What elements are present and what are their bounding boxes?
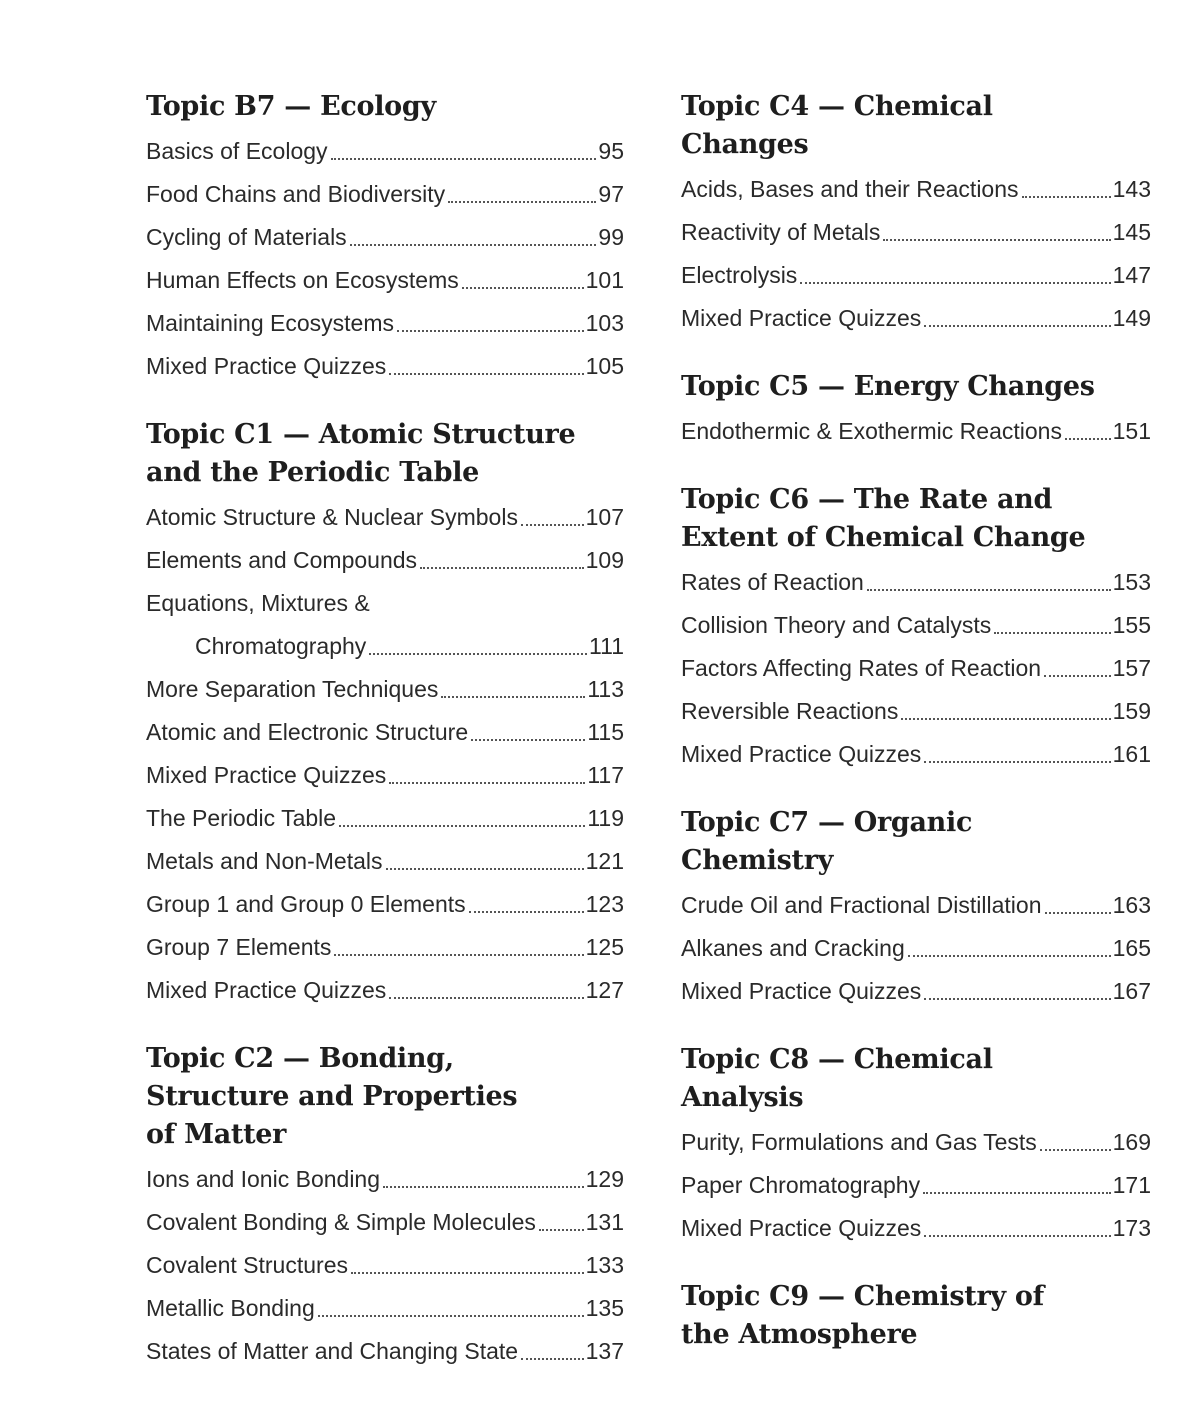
entry-title: Purity, Formulations and Gas Tests (681, 1129, 1037, 1155)
dot-leader (901, 718, 1110, 720)
page-number: 125 (585, 934, 624, 960)
toc-entry[interactable] (146, 969, 624, 1012)
dot-leader (923, 1192, 1111, 1194)
page-number: 133 (585, 1252, 624, 1278)
topic-heading-line: Structure and Properties (146, 1081, 518, 1112)
dot-leader (389, 373, 583, 375)
topic-heading-line: Analysis (681, 1082, 804, 1113)
toc-topic (146, 1040, 624, 1373)
page-number: 163 (1112, 892, 1151, 918)
entry-title: Electrolysis (681, 262, 798, 288)
page-number: 157 (1112, 655, 1151, 681)
entry-title: Atomic and Electronic Structure (146, 719, 469, 745)
toc-entry[interactable] (146, 1201, 624, 1244)
entry-title: Paper Chromatography (681, 1172, 921, 1198)
topic-heading (681, 88, 1151, 164)
topic-heading-line: Topic C5 — Energy Changes (681, 371, 1095, 402)
topic-heading-line: Chemistry (681, 845, 834, 876)
page-number: 173 (1112, 1215, 1151, 1241)
dot-leader (994, 632, 1110, 634)
toc-entry[interactable] (146, 130, 624, 173)
entry-title: Mixed Practice Quizzes (146, 762, 387, 788)
page-number: 119 (587, 805, 624, 831)
dot-leader (521, 1358, 584, 1360)
dot-leader (908, 955, 1111, 957)
topic-heading-line: Topic C4 — Chemical (681, 91, 993, 122)
toc-entry[interactable] (681, 884, 1151, 927)
page-number: 117 (587, 762, 624, 788)
toc-topic (681, 1278, 1151, 1354)
topic-heading-line: and the Periodic Table (146, 457, 480, 488)
page-number: 171 (1112, 1172, 1151, 1198)
page-number: 103 (585, 310, 624, 336)
page-number: 145 (1112, 219, 1151, 245)
entry-title: Mixed Practice Quizzes (681, 741, 922, 767)
page-number: 169 (1112, 1129, 1151, 1155)
toc-entry[interactable] (146, 539, 624, 582)
entry-title: Atomic Structure & Nuclear Symbols (146, 504, 518, 530)
topic-heading-line: the Atmosphere (681, 1319, 918, 1350)
page-number: 97 (598, 181, 624, 207)
topic-heading (681, 1041, 1151, 1117)
toc-entry[interactable] (146, 840, 624, 883)
dot-leader (521, 524, 584, 526)
dot-leader (386, 868, 584, 870)
dot-leader (397, 330, 584, 332)
entry-title: Reversible Reactions (681, 698, 899, 724)
topic-heading-line: of Matter (146, 1119, 287, 1150)
topic-heading (681, 368, 1151, 406)
page-number: 135 (585, 1295, 624, 1321)
dot-leader (924, 1235, 1110, 1237)
entry-title: States of Matter and Changing State (146, 1338, 519, 1364)
toc-column-left (146, 88, 624, 1401)
entry-title: Collision Theory and Catalysts (681, 612, 992, 638)
entry-title: Group 1 and Group 0 Elements (146, 891, 466, 917)
toc-entry[interactable] (681, 1164, 1151, 1207)
toc-entry[interactable] (146, 754, 624, 797)
toc-entry[interactable] (681, 168, 1151, 211)
page-number: 147 (1112, 262, 1151, 288)
entry-title: Mixed Practice Quizzes (681, 305, 922, 331)
toc-entry[interactable] (681, 647, 1151, 690)
toc-topic (681, 804, 1151, 1013)
toc-entry[interactable] (146, 173, 624, 216)
toc-column-right (681, 88, 1151, 1382)
toc-entry[interactable] (681, 604, 1151, 647)
toc-topic (146, 88, 624, 388)
dot-leader (924, 761, 1110, 763)
dot-leader (883, 239, 1110, 241)
toc-topic (681, 481, 1151, 776)
dot-leader (1022, 196, 1111, 198)
toc-entry[interactable] (146, 1287, 624, 1330)
dot-leader (441, 696, 585, 698)
dot-leader (462, 287, 584, 289)
page-number: 161 (1112, 741, 1151, 767)
toc-entry[interactable] (681, 970, 1151, 1013)
topic-heading-line: Topic C2 — Bonding, (146, 1043, 454, 1074)
dot-leader (383, 1186, 584, 1188)
entry-title: Group 7 Elements (146, 934, 332, 960)
topic-heading (681, 804, 1151, 880)
entry-title: Elements and Compounds (146, 547, 418, 573)
toc-entry[interactable] (681, 1121, 1151, 1164)
toc-entry[interactable] (146, 259, 624, 302)
toc-topic (681, 88, 1151, 340)
entry-title: Basics of Ecology (146, 138, 328, 164)
dot-leader (924, 325, 1110, 327)
entry-title: Alkanes and Cracking (681, 935, 905, 961)
topic-heading-line: Topic C6 — The Rate and (681, 484, 1053, 515)
dot-leader (389, 782, 585, 784)
entry-title: Reactivity of Metals (681, 219, 881, 245)
toc-entry[interactable] (146, 216, 624, 259)
topic-heading-line: Topic C1 — Atomic Structure (146, 419, 576, 450)
toc-entry[interactable] (146, 926, 624, 969)
toc-entry[interactable] (146, 496, 624, 539)
dot-leader (420, 567, 584, 569)
topic-heading-line: Topic C7 — Organic (681, 807, 973, 838)
page-number: 113 (587, 676, 624, 702)
dot-leader (924, 998, 1110, 1000)
dot-leader (448, 201, 596, 203)
toc-entry[interactable] (146, 1158, 624, 1201)
entry-title: Crude Oil and Fractional Distillation (681, 892, 1042, 918)
dot-leader (389, 997, 583, 999)
toc-entry[interactable] (681, 927, 1151, 970)
toc-entry[interactable] (146, 1244, 624, 1287)
topic-heading (681, 481, 1151, 557)
entry-title: Covalent Structures (146, 1252, 348, 1278)
toc-entry[interactable] (146, 1330, 624, 1373)
dot-leader (539, 1229, 584, 1231)
page-number: 115 (587, 719, 624, 745)
entry-title: Equations, Mixtures & (146, 590, 370, 616)
toc-entry[interactable] (681, 254, 1151, 297)
dot-leader (471, 739, 585, 741)
dot-leader (339, 825, 585, 827)
toc-entry[interactable] (146, 625, 624, 668)
toc-topic (681, 368, 1151, 453)
entry-title: More Separation Techniques (146, 676, 439, 702)
toc-entry[interactable] (681, 690, 1151, 733)
entry-title: Mixed Practice Quizzes (146, 977, 387, 1003)
dot-leader (334, 954, 583, 956)
page-number: 107 (585, 504, 624, 530)
topic-heading (146, 88, 624, 126)
toc-entry[interactable] (146, 711, 624, 754)
entry-title: The Periodic Table (146, 805, 337, 831)
page-number: 127 (585, 977, 624, 1003)
topic-heading (146, 416, 624, 492)
toc-entry-line[interactable] (146, 582, 624, 625)
toc-topic (681, 1041, 1151, 1250)
dot-leader (331, 158, 597, 160)
page-number: 153 (1112, 569, 1151, 595)
entry-title: Endothermic & Exothermic Reactions (681, 418, 1062, 444)
dot-leader (1065, 438, 1111, 440)
entry-title: Rates of Reaction (681, 569, 864, 595)
topic-heading-line: Topic C9 — Chemistry of (681, 1281, 1044, 1312)
topic-heading-line: Extent of Chemical Change (681, 522, 1086, 553)
dot-leader (1045, 912, 1111, 914)
toc-entry[interactable] (146, 797, 624, 840)
page-number: 159 (1112, 698, 1151, 724)
toc-entry[interactable] (146, 345, 624, 388)
toc-entry[interactable] (146, 883, 624, 926)
page-number: 105 (585, 353, 624, 379)
page-number: 95 (598, 138, 624, 164)
toc-entry[interactable] (681, 561, 1151, 604)
page-number: 129 (585, 1166, 624, 1192)
toc-topic (146, 416, 624, 1012)
page-number: 109 (585, 547, 624, 573)
topic-heading-line: Changes (681, 129, 809, 160)
page-number: 121 (585, 848, 624, 874)
dot-leader (369, 653, 587, 655)
dot-leader (1044, 675, 1111, 677)
page-number: 167 (1112, 978, 1151, 1004)
entry-title: Ions and Ionic Bonding (146, 1166, 381, 1192)
toc-entry[interactable] (681, 733, 1151, 776)
dot-leader (867, 589, 1111, 591)
entry-title: Acids, Bases and their Reactions (681, 176, 1019, 202)
topic-heading (146, 1040, 624, 1154)
toc-entry[interactable] (681, 1207, 1151, 1250)
topic-heading-line: Topic C8 — Chemical (681, 1044, 993, 1075)
entry-title: Maintaining Ecosystems (146, 310, 394, 336)
page-number: 101 (585, 267, 624, 293)
entry-title: Mixed Practice Quizzes (681, 978, 922, 1004)
toc-entry[interactable] (681, 410, 1151, 453)
page-number: 123 (585, 891, 624, 917)
page-number: 137 (585, 1338, 624, 1364)
entry-title: Cycling of Materials (146, 224, 347, 250)
page-number: 151 (1112, 418, 1151, 444)
entry-title: Mixed Practice Quizzes (146, 353, 387, 379)
topic-heading-line: Topic B7 — Ecology (146, 91, 436, 122)
entry-title: Chromatography (195, 633, 367, 659)
dot-leader (350, 244, 597, 246)
dot-leader (469, 911, 584, 913)
toc-entry[interactable] (681, 297, 1151, 340)
dot-leader (318, 1315, 584, 1317)
page-number: 155 (1112, 612, 1151, 638)
toc-entry[interactable] (681, 211, 1151, 254)
entry-title: Food Chains and Biodiversity (146, 181, 446, 207)
page-number: 149 (1112, 305, 1151, 331)
toc-entry[interactable] (146, 668, 624, 711)
topic-heading (681, 1278, 1151, 1354)
entry-title: Metallic Bonding (146, 1295, 315, 1321)
page-number: 143 (1112, 176, 1151, 202)
entry-title: Covalent Bonding & Simple Molecules (146, 1209, 536, 1235)
toc-entry[interactable] (146, 302, 624, 345)
entry-title: Metals and Non-Metals (146, 848, 383, 874)
entry-title: Factors Affecting Rates of Reaction (681, 655, 1042, 681)
page-number: 131 (585, 1209, 624, 1235)
page-number: 165 (1112, 935, 1151, 961)
entry-title: Human Effects on Ecosystems (146, 267, 459, 293)
dot-leader (351, 1272, 584, 1274)
page-number: 111 (589, 633, 624, 659)
entry-title: Mixed Practice Quizzes (681, 1215, 922, 1241)
page-number: 99 (598, 224, 624, 250)
dot-leader (800, 282, 1110, 284)
dot-leader (1040, 1149, 1111, 1151)
